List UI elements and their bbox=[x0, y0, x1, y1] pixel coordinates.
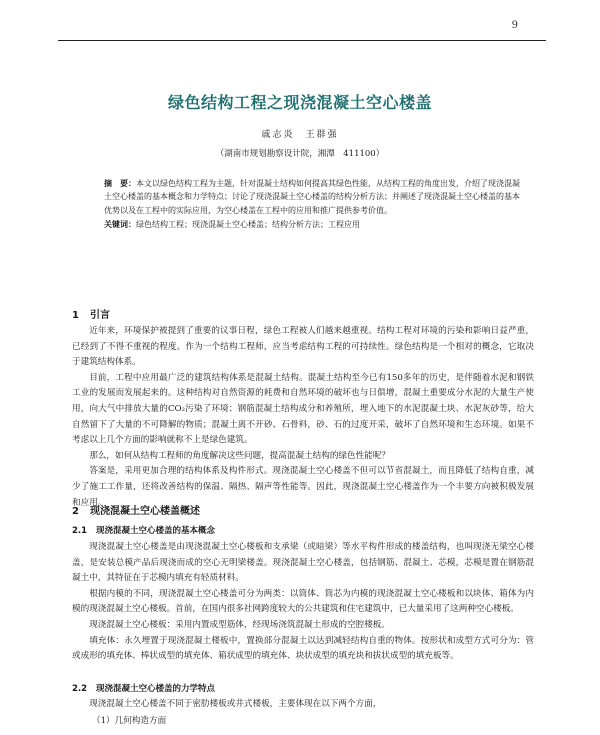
subsection-2-1-paragraph: 填充体：永久埋置于现浇混凝土楼板中，置换部分混凝土以达到减轻结构自重的物体。按形状和成型方式可分为：管或成形的填充体、棒状成型的填充体、箱状成型的填充体、块状成型的填充块和拔状成型的填充板等。 bbox=[72, 635, 534, 662]
section-1-number: 1 bbox=[72, 310, 79, 321]
subsection-2-2-body bbox=[72, 697, 534, 713]
section-1-paragraph: 答案是，采用更加合理的结构体系及构件形式。现浇混凝土空心楼盖不但可以节省混凝土，而且降低了结构自重，减少了施工工作量，还将改善结构的保温、隔热、隔声等性能等。因此，现浇混凝土空心楼盖作为一个丰要方向被积极发展和应用。 bbox=[72, 466, 534, 508]
section-1-body bbox=[72, 324, 534, 511]
section-1-paragraph: 那么，如何从结构工程师的角度解决这些问题，提高混凝土结构的绿色性能呢？ bbox=[89, 450, 390, 461]
section-1-heading bbox=[72, 306, 110, 321]
subsection-2-1-paragraph: 现浇混凝土空心楼盖是由现浇混凝土空心楼板和支承梁（或暗梁）等水平构件形成的楼盖结构，也叫现浇无梁空心楼盖，是安装总模产品后现浇而成的空心无明梁楼盖。现浇混凝土空心楼盖，包括钢筋、混凝土、芯模，芯模是置在钢筋混凝土中，其特征在于芯模内填充有轻质材料。 bbox=[72, 542, 534, 584]
abstract-label: 摘 要： bbox=[104, 179, 136, 188]
header-rule bbox=[58, 40, 546, 41]
subsection-2-1-heading bbox=[72, 524, 215, 536]
section-1-paragraph: 近年来，环境保护被提到了重要的议事日程，绿色工程被人们越来越重视。结构工程对环境的污染和影响日益严重，已经到了不得不重视的程度。作为一个结构工程师，应当考虑结构工程的可持续性。绿色结构是一个相对的概念，它取决于建筑结构体系。 bbox=[72, 326, 534, 368]
section-2-number: 2 bbox=[72, 506, 79, 517]
subsection-2-2-title: 现浇混凝土空心楼盖的力学特点 bbox=[96, 684, 216, 694]
section-1-paragraph: 目前，工程中应用最广泛的建筑结构体系是混凝土结构。混凝土结构至今已有150多年的历史，是伴随着水泥和钢铁工业的发展而发展起来的。这种结构对自然资源的耗费和自然环境的破坏也与日俱增，混凝土重要成分水泥的大量生产使用，向大气中排放大量的CO₂污染了环境；钢筋混凝土结构成分和养殖所，埋入地下的水泥混凝土块、水泥灰砂等，给大自然留下了大量的不可降解的物质；混凝土离不开砂、石骨料，砂、石的过度开采，破坏了自然环境和生态环境。如果不考虑以上几个方面的影响就称不上是绿色建筑。 bbox=[72, 372, 534, 446]
subsection-2-2-number: 2.2 bbox=[72, 684, 88, 694]
list-item-geometry: （1）几何构造方面 bbox=[92, 716, 167, 726]
abstract-text: 本文以绿色结构工程为主题，针对混凝土结构如何提高其绿色性能，从结构工程的角度出发，介绍了现浇混凝土空心楼盖的基本概念和力学特点；讨论了现浇混凝土空心楼盖的结构分析方法；并阐述了现浇混凝土空心楼盖的基本优势以及在工程中的实际应用，为空心楼盖在工程中的应用和推广提供参考价值。 bbox=[104, 179, 520, 215]
authors: 戚志炎 王群强 bbox=[261, 130, 339, 140]
subsection-2-1-body bbox=[72, 540, 534, 665]
subsection-2-2-heading bbox=[72, 682, 215, 694]
subsection-2-1-title: 现浇混凝土空心楼盖的基本概念 bbox=[96, 526, 216, 536]
subsection-2-2-paragraph: 现浇混凝土空心楼盖不同于密肋楼板或井式楼板，主要体现在以下两个方面， bbox=[89, 699, 382, 709]
section-2-title: 现浇混凝土空心楼盖概述 bbox=[90, 506, 200, 517]
section-1-title: 引言 bbox=[90, 310, 110, 321]
subsection-2-1-paragraph: 现浇混凝土空心楼板：采用内置成型筋体，经现场浇筑混凝土形成的空腔楼板。 bbox=[89, 619, 390, 630]
section-2-heading bbox=[72, 502, 200, 517]
abstract bbox=[104, 177, 524, 217]
keywords bbox=[104, 218, 524, 231]
subsection-2-1-paragraph: 根据内模的不同，现浇混凝土空心楼盖可分为两类：以筒体、筒芯为内模的现浇混凝土空心楼板和以块体、箱体为内模的现浇混凝土空心楼板。首前，在国内很多社网跨度较大的公共建筑和住宅建筑中，已大量采用了这两种空心楼板。 bbox=[72, 588, 534, 615]
affiliation: （湖南市规划勘察设计院，湘潭 411100） bbox=[215, 149, 385, 159]
subsection-2-1-number: 2.1 bbox=[72, 526, 88, 536]
keywords-label: 关键词： bbox=[104, 220, 136, 230]
page-number: 9 bbox=[511, 20, 518, 31]
paper-title: 绿色结构工程之现浇混凝土空心楼盖 bbox=[167, 93, 432, 112]
keywords-text: 绿色结构工程；现浇混凝土空心楼盖；结构分析方法；工程应用 bbox=[136, 220, 360, 230]
abstract-block bbox=[104, 177, 524, 232]
